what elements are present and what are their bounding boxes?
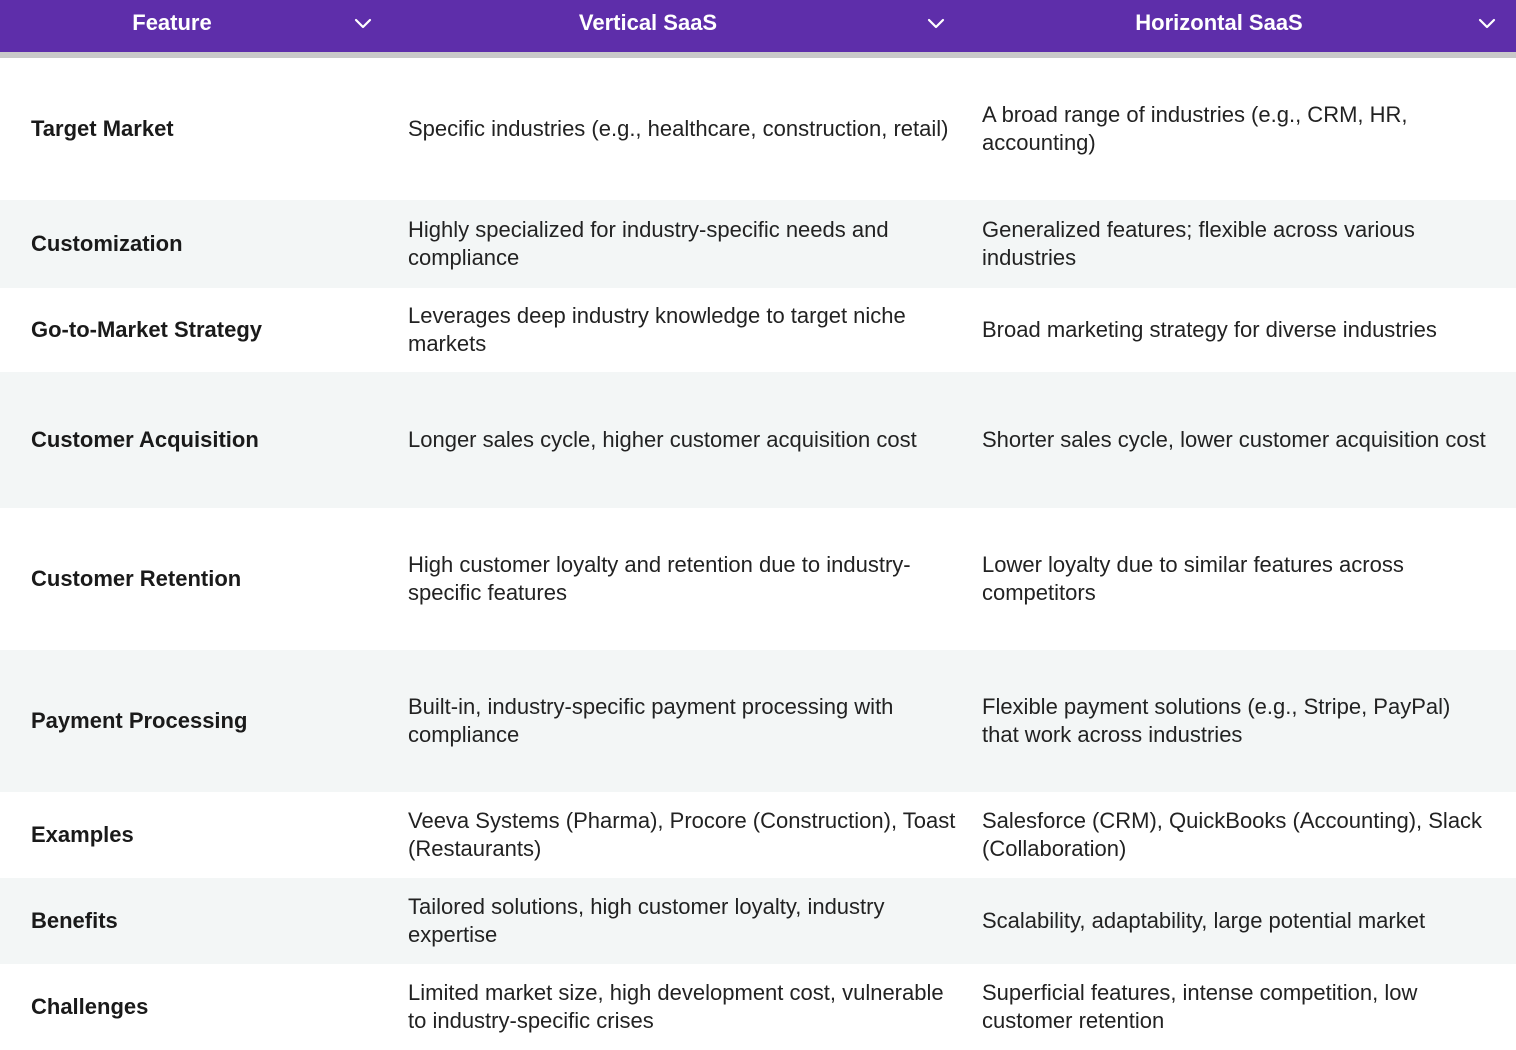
horizontal-saas-cell: Flexible payment solutions (e.g., Stripe, PayPal) that work across industries <box>982 694 1451 747</box>
feature-cell: Customer Retention <box>31 566 242 591</box>
column-header-label: Vertical SaaS <box>578 10 718 35</box>
horizontal-saas-cell: Generalized features; flexible across various industries <box>982 217 1415 270</box>
vertical-saas-cell: Tailored solutions, high customer loyalty, industry expertise <box>408 894 885 947</box>
feature-cell: Challenges <box>31 994 149 1019</box>
table-row <box>0 508 1516 650</box>
table-row <box>0 878 1516 964</box>
chevron-down-icon[interactable] <box>927 16 945 30</box>
feature-cell: Customization <box>31 231 183 256</box>
horizontal-saas-cell: A broad range of industries (e.g., CRM, HR, accounting) <box>982 102 1408 155</box>
table-header <box>0 0 1516 52</box>
column-header-horizontal-saas[interactable] <box>962 0 1516 52</box>
column-header-label: Horizontal SaaS <box>1135 10 1303 35</box>
vertical-saas-cell: Veeva Systems (Pharma), Procore (Construction), Toast (Restaurants) <box>408 808 956 861</box>
feature-cell: Payment Processing <box>31 708 248 733</box>
horizontal-saas-cell: Lower loyalty due to similar features across competitors <box>982 552 1404 605</box>
table-row <box>0 200 1516 288</box>
table-row <box>0 650 1516 792</box>
table-row <box>0 288 1516 372</box>
table-row <box>0 372 1516 508</box>
table-row <box>0 58 1516 200</box>
horizontal-saas-cell: Broad marketing strategy for diverse industries <box>982 317 1437 342</box>
feature-cell: Target Market <box>31 116 174 141</box>
vertical-saas-cell: Built-in, industry-specific payment processing with compliance <box>408 694 894 747</box>
vertical-saas-cell: High customer loyalty and retention due to industry-specific features <box>408 552 911 605</box>
chevron-down-icon[interactable] <box>354 16 372 30</box>
vertical-saas-cell: Highly specialized for industry-specific needs and compliance <box>408 217 889 270</box>
chevron-down-icon[interactable] <box>1478 16 1496 30</box>
feature-cell: Benefits <box>31 908 118 933</box>
column-header-label: Feature <box>132 10 212 35</box>
feature-cell: Go-to-Market Strategy <box>31 317 263 342</box>
column-header-vertical-saas[interactable] <box>390 0 962 52</box>
horizontal-saas-cell: Superficial features, intense competition, low customer retention <box>982 980 1418 1033</box>
vertical-saas-cell: Limited market size, high development cost, vulnerable to industry-specific crises <box>408 980 944 1033</box>
feature-cell: Examples <box>31 822 134 847</box>
table-row <box>0 792 1516 878</box>
horizontal-saas-cell: Scalability, adaptability, large potential market <box>982 908 1426 933</box>
feature-cell: Customer Acquisition <box>31 427 259 452</box>
vertical-saas-cell: Specific industries (e.g., healthcare, construction, retail) <box>408 116 949 141</box>
horizontal-saas-cell: Salesforce (CRM), QuickBooks (Accounting), Slack (Collaboration) <box>982 808 1483 861</box>
table-body <box>0 58 1516 1050</box>
vertical-saas-cell: Leverages deep industry knowledge to target niche markets <box>408 303 906 356</box>
column-header-feature[interactable] <box>0 0 390 52</box>
table-row <box>0 964 1516 1050</box>
vertical-saas-cell: Longer sales cycle, higher customer acquisition cost <box>408 427 917 452</box>
horizontal-saas-cell: Shorter sales cycle, lower customer acquisition cost <box>982 427 1486 452</box>
